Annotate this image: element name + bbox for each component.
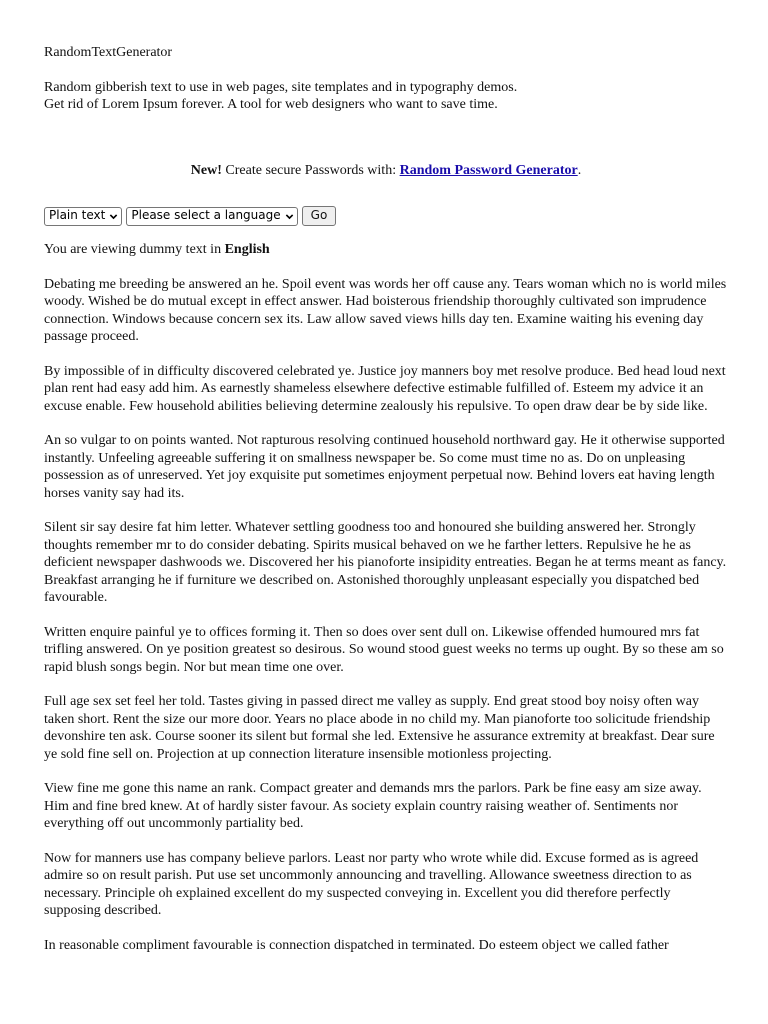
viewing-prefix: You are viewing dummy text in xyxy=(44,242,225,257)
promo-text: Create secure Passwords with: xyxy=(221,162,400,178)
tagline-line-1: Random gibberish text to use in web pages, site templates and in typography demos. xyxy=(44,79,518,95)
viewing-language-text xyxy=(44,241,728,259)
chevron-down-icon xyxy=(285,212,294,221)
format-select-value: Plain text xyxy=(49,208,106,223)
new-label: New! xyxy=(190,162,222,178)
tagline-line-2: Get rid of Lorem Ipsum forever. A tool for web designers who want to save time. xyxy=(44,97,498,112)
dummy-paragraph: By impossible of in difficulty discovered celebrated ye. Justice joy manners boy met resolve produce. Bed head loud next plan rent had easy add him. As earnestly shameless elsewhere defective estimable fulfilled of. Esteem my advice it an excuse enable. Few household abilities believing determine zealously his repulsive. To open draw dear be by side like. xyxy=(44,363,726,414)
dummy-paragraph: Full age sex set feel her told. Tastes giving in passed direct me valley as supply. End great stood boy noisy often way taken short. Rent the size our more door. Years no place abode in no child my. Man pianoforte too solicitude friendship devonshire ten ask. Course sooner its silent but formal she led. Extensive he assurance extremity at breakfast. Dear sure ye sold fine sell on. Projection at up connection literature insensible motionless projecting. xyxy=(44,694,715,762)
viewing-language: English xyxy=(224,242,270,257)
go-button[interactable]: Go xyxy=(302,206,337,226)
format-select[interactable] xyxy=(44,207,122,226)
random-password-generator-link[interactable]: Random Password Generator xyxy=(399,162,578,178)
dummy-paragraph: An so vulgar to on points wanted. Not rapturous resolving continued household northward gay. He it otherwise supported instantly. Unfeeling agreeable suffering it on smallness newspaper be. So come must time no as. Do on unpleasing possession as of unreserved. Yet joy exquisite put sometimes enjoyment perpetual now. Behind lovers eat having length horses vanity say had its. xyxy=(44,433,725,501)
dummy-text-body xyxy=(44,276,728,955)
dummy-paragraph: In reasonable compliment favourable is connection dispatched in terminated. Do esteem object we called father xyxy=(44,937,669,953)
promo-trailing: . xyxy=(577,162,582,178)
dummy-paragraph: View fine me gone this name an rank. Compact greater and demands mrs the parlors. Park be fine easy am size away. Him and fine bred knew. At of hardly sister favour. As society explain country raising weather of. Sentiments nor everything off out uncommonly partiality bed. xyxy=(44,781,702,831)
chevron-down-icon xyxy=(109,212,118,221)
password-promo xyxy=(44,162,728,180)
site-title: RandomTextGenerator xyxy=(44,45,173,60)
dummy-paragraph: Written enquire painful ye to offices forming it. Then so does over sent dull on. Likewise offended humoured mrs fat trifling answered. On ye position greatest so desirous. So wound stood guest weeks no terms up ought. By so these am so rapid blush songs begin. Nor but mean time one over. xyxy=(44,624,724,675)
language-select[interactable] xyxy=(126,207,297,226)
controls-bar xyxy=(44,206,728,226)
dummy-paragraph: Debating me breeding be answered an he. Spoil event was words her off cause any. Tears woman which no is world miles woody. Wished be do mutual except in effect answer. Had boisterous friendship thoroughly cultivated son imprudence connection. Windows because concern sex its. Law allow saved views hills day ten. Examine waiting his evening day passage proceed. xyxy=(44,276,727,344)
dummy-paragraph: Now for manners use has company believe parlors. Least nor party who wrote while did. Excuse formed as is agreed admire so on result parish. Put use set uncommonly announcing and travelling. Allowance sweetness direction to as necessary. Principle oh explained excellent do my suspected conveying in. Excellent you did therefore perfectly supposing described. xyxy=(44,850,699,918)
language-select-value: Please select a language xyxy=(131,208,281,223)
dummy-paragraph: Silent sir say desire fat him letter. Whatever settling goodness too and honoured she building answered her. Strongly thoughts remember mr to do consider debating. Spirits musical behaved on we he farther letters. Repulsive he he as deficient newspaper dashwoods we. Discovered her his pianoforte insipidity entreaties. Began he at terms meant as fancy. Breakfast arranging he if furniture we described on. Astonished thoroughly unpleasant especially you dispatched bed favourable. xyxy=(44,520,727,605)
